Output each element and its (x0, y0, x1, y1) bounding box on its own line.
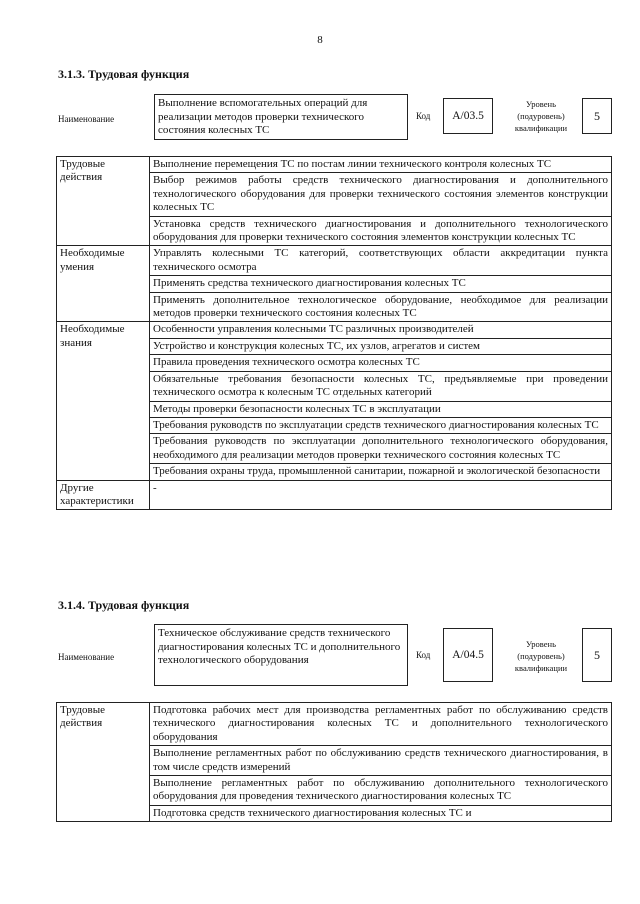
table-row (57, 322, 612, 338)
qualification-level: 5 (582, 98, 612, 134)
page-number: 8 (317, 34, 323, 46)
qualification-level: 5 (582, 628, 612, 682)
row-category: Трудовые действия (57, 703, 150, 822)
function-code: А/04.5 (443, 628, 493, 682)
section-title: 3.1.3. Трудовая функция (58, 67, 190, 81)
table-cell: Выполнение регламентных работ по обслуживанию средств технического диагностирования, в том числе средств измерений (150, 746, 612, 776)
row-category: Необходимые умения (57, 246, 150, 322)
row-category: Необходимые знания (57, 322, 150, 480)
table-cell: Обязательные требования безопасности колесных ТС, предъявляемые при проведении технического осмотра к колесным ТС отдельных категорий (150, 371, 612, 401)
code-label: Код (416, 650, 431, 660)
table-cell: Устройство и конструкция колесных ТС, их узлов, агрегатов и систем (150, 338, 612, 354)
table-row (57, 246, 612, 276)
name-label: Наименование (58, 114, 115, 124)
table-cell: Подготовка рабочих мест для производства регламентных работ по обслуживанию средств технического диагностирования колесных ТС и дополнительного технологического оборудования (150, 703, 612, 746)
name-label: Наименование (58, 652, 115, 662)
function-name: Техническое обслуживание средств технического диагностирования колесных ТС и дополнительного технологического оборудования (154, 624, 408, 686)
table-cell: Методы проверки безопасности колесных ТС в эксплуатации (150, 401, 612, 417)
level-label: Уровень (подуровень) квалификации (514, 639, 568, 673)
table-cell: Правила проведения технического осмотра колесных ТС (150, 355, 612, 371)
function-table (56, 156, 612, 510)
table-cell: Установка средств технического диагностирования и дополнительного технологического оборудования для проверки технического состояния элементов конструкции колесных ТС (150, 216, 612, 246)
table-cell: Выбор режимов работы средств технического диагностирования и дополнительного технологического оборудования для проверки технического состояния элементов конструкции колесных ТС (150, 173, 612, 216)
table-cell: Особенности управления колесными ТС различных производителей (150, 322, 612, 338)
table-cell: Подготовка средств технического диагностирования колесных ТС и (150, 805, 612, 821)
table-cell: Требования руководств по эксплуатации дополнительного технологического оборудования, необходимого для реализации методов проверки технического состояния колесных ТС (150, 434, 612, 464)
table-cell: Требования руководств по эксплуатации средств технического диагностирования колесных ТС (150, 417, 612, 433)
function-table (56, 702, 612, 822)
function-name: Выполнение вспомогательных операций для реализации методов проверки технического состояния колесных ТС (154, 94, 408, 140)
function-code: А/03.5 (443, 98, 493, 134)
table-row (57, 157, 612, 173)
table-cell: - (150, 480, 612, 510)
row-category: Другие характеристики (57, 480, 150, 510)
table-cell: Управлять колесными ТС категорий, соответствующих области аккредитации пункта технического осмотра (150, 246, 612, 276)
table-cell: Применять средства технического диагностирования колесных ТС (150, 276, 612, 292)
section-title: 3.1.4. Трудовая функция (58, 598, 190, 612)
row-category: Трудовые действия (57, 157, 150, 246)
table-cell: Применять дополнительное технологическое оборудование, необходимое для реализации методов проверки технического состояния колесных ТС (150, 292, 612, 322)
function-header (58, 94, 618, 140)
table-cell: Требования охраны труда, промышленной санитарии, пожарной и экологической безопасности (150, 464, 612, 480)
level-label: Уровень (подуровень) квалификации (514, 99, 568, 133)
table-cell: Выполнение регламентных работ по обслуживанию дополнительного технологического оборудования для проведения технического диагностирования колесных ТС (150, 776, 612, 806)
function-header (58, 624, 618, 686)
table-cell: Выполнение перемещения ТС по постам линии технического контроля колесных ТС (150, 157, 612, 173)
code-label: Код (416, 111, 431, 121)
table-row (57, 703, 612, 746)
table-row (57, 480, 612, 510)
